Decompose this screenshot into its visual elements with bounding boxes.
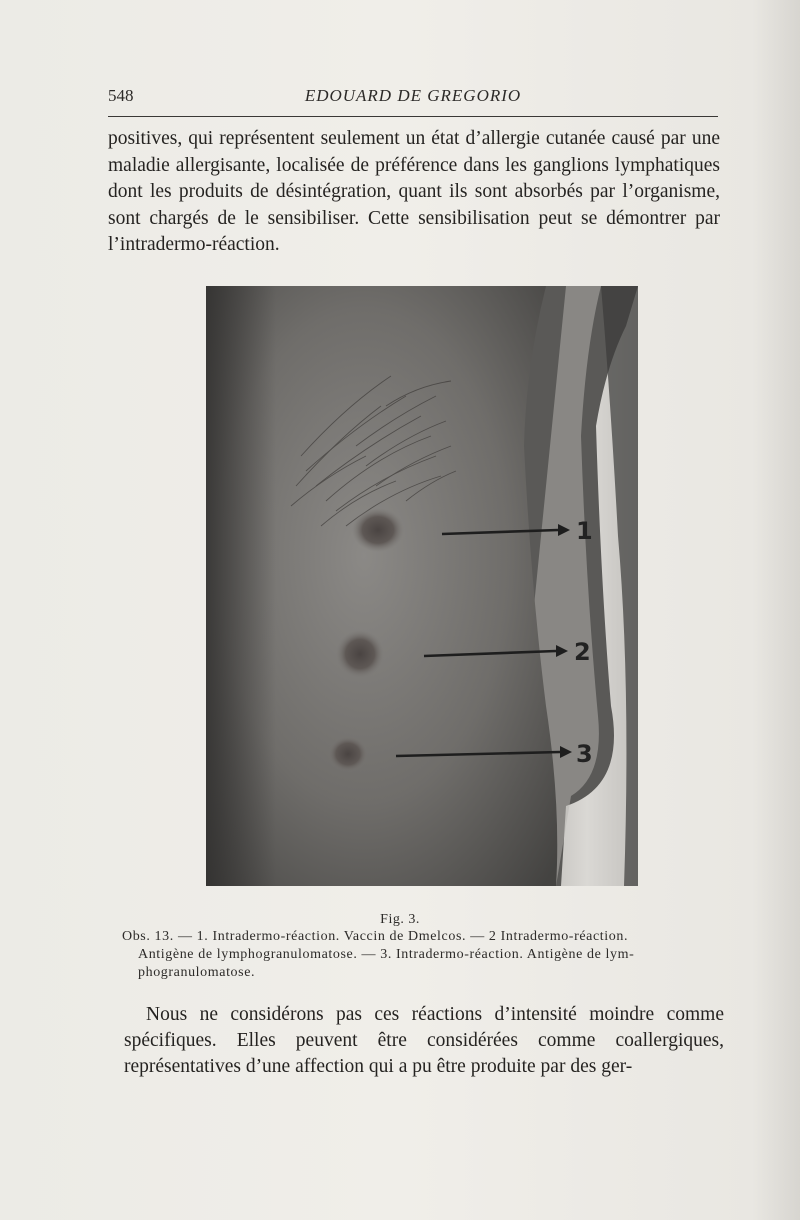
figure-photograph xyxy=(206,286,638,886)
caption-line-2: Antigène de lymphogranulomatose. — 3. Intradermo-réaction. Antigène de lym- xyxy=(138,947,635,962)
arrow-label-2: 2 xyxy=(574,638,591,666)
body-paragraph-bottom-text: Nous ne considérons pas ces réactions d’intensité moindre comme spécifiques. Elles peuvent être considérées comme coallergiques, représentatives d’une affection qui a pu être produite par des ger- xyxy=(124,1004,724,1077)
reaction-site-2 xyxy=(336,630,384,678)
reaction-site-3 xyxy=(328,736,368,772)
header-rule xyxy=(108,116,718,117)
caption-line-3: phogranulomatose. xyxy=(138,965,256,980)
page-number: 548 xyxy=(108,86,134,105)
arrow-label-1: 1 xyxy=(576,517,593,545)
running-title: EDOUARD DE GREGORIO xyxy=(304,86,522,105)
page-header xyxy=(108,86,718,112)
arrow-label-3: 3 xyxy=(576,740,593,768)
caption-line-1: Obs. 13. — 1. Intradermo-réaction. Vaccin de Dmelcos. — 2 Intradermo-réaction. xyxy=(122,929,629,944)
skin-photo xyxy=(206,286,638,886)
body-paragraph-top: positives, qui représentent seulement un état d’allergie cutanée causé par une maladie allergisante, localisée de préférence dans les ganglions lymphatiques dont les produits de désintégration, quant ils sont absorbés par l’organisme, sont chargés de le sensibiliser. Cette sensibilisation peut se démontrer par l’intradermo-réaction. xyxy=(108,128,720,255)
body-paragraph-bottom xyxy=(124,1002,724,1080)
figure-caption-title: Fig. 3. xyxy=(380,912,420,927)
reaction-site-1 xyxy=(352,508,404,552)
figure-caption xyxy=(122,928,722,982)
